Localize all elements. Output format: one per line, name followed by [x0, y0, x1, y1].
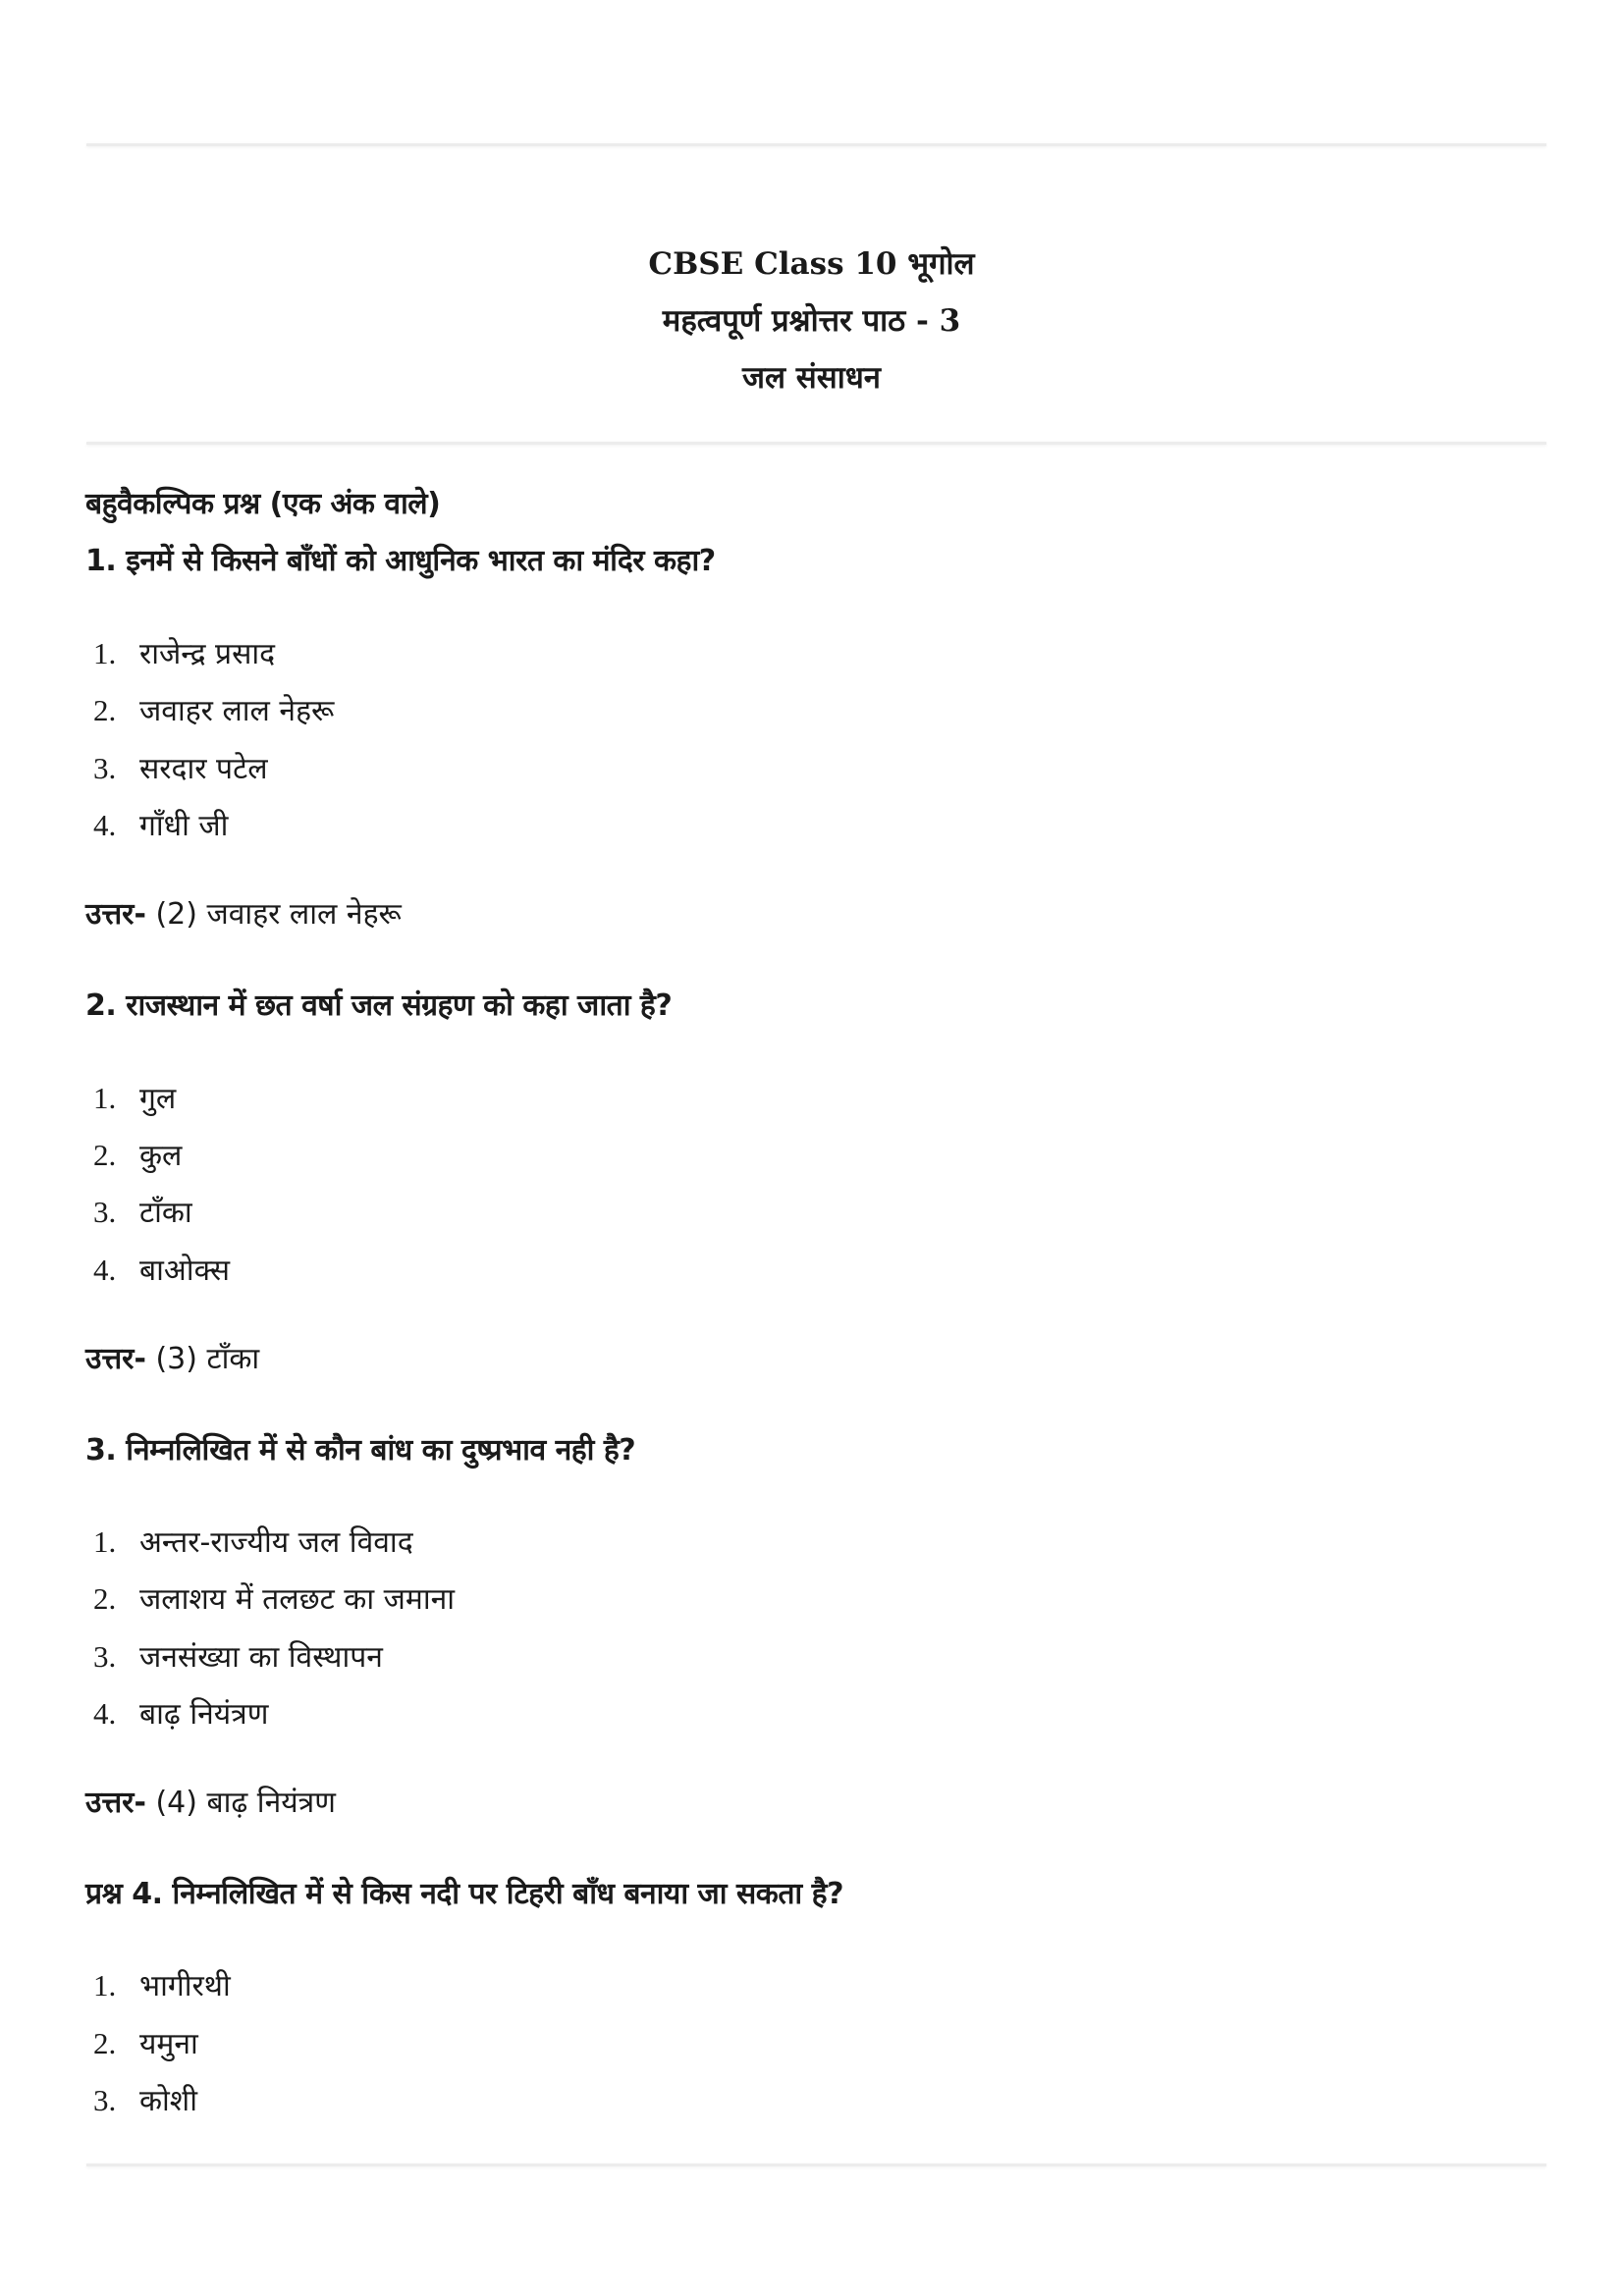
option-text: भागीरथी — [139, 1969, 231, 2003]
option-text: बाओक्स — [139, 1254, 231, 1288]
question-2: 2. राजस्थान में छत वर्षा जल संग्रहण को कहा जाता है? — [85, 988, 673, 1023]
header-divider — [86, 442, 1546, 445]
section-heading: बहुवैकल्पिक प्रश्न (एक अंक वाले) — [85, 487, 441, 521]
option-number: 1. — [93, 636, 117, 670]
option — [93, 810, 228, 841]
option-number: 4. — [93, 808, 117, 842]
option — [93, 1083, 176, 1114]
option-text: गाँधी जी — [139, 809, 229, 843]
top-divider — [86, 143, 1546, 146]
option-text: कुल — [139, 1139, 183, 1173]
option-text: गुल — [139, 1082, 177, 1116]
option — [93, 1583, 455, 1615]
option-text: बाढ़ नियंत्रण — [139, 1697, 269, 1732]
answer-text: (2) जवाहर लाल नेहरू — [155, 897, 402, 932]
answer-1 — [85, 897, 402, 932]
option — [93, 2085, 197, 2116]
option-text: अन्तर-राज्यीय जल विवाद — [139, 1525, 413, 1560]
option-text: कोशी — [139, 2084, 197, 2118]
option-number: 2. — [93, 2026, 117, 2060]
option — [93, 1140, 182, 1171]
option — [93, 1641, 383, 1673]
answer-label: उत्तर- — [85, 1786, 146, 1820]
question-1: 1. इनमें से किसने बाँधों को आधुनिक भारत का मंदिर कहा? — [85, 544, 716, 578]
option-text: जनसंख्या का विस्थापन — [139, 1640, 383, 1675]
option — [93, 695, 334, 726]
answer-2 — [85, 1342, 260, 1376]
option-number: 2. — [93, 1138, 117, 1172]
document-title: CBSE Class 10 भूगोल — [648, 246, 975, 282]
answer-text: (4) बाढ़ नियंत्रण — [155, 1786, 336, 1820]
answer-text: (3) टाँका — [155, 1342, 260, 1376]
option-number: 4. — [93, 1696, 117, 1731]
option-number: 1. — [93, 1081, 117, 1115]
answer-label: उत्तर- — [85, 1342, 146, 1376]
option-text: सरदार पटेल — [139, 752, 268, 786]
option-number: 2. — [93, 693, 117, 727]
option-number: 3. — [93, 1195, 117, 1229]
option — [93, 638, 275, 669]
option-number: 1. — [93, 1524, 117, 1559]
option-number: 3. — [93, 751, 117, 785]
option-number: 3. — [93, 1639, 117, 1674]
document-subtitle: महत्वपूर्ण प्रश्नोत्तर पाठ - 3 — [662, 303, 961, 339]
answer-label: उत्तर- — [85, 897, 146, 932]
option — [93, 2028, 198, 2059]
option-number: 2. — [93, 1581, 117, 1616]
option — [93, 1526, 413, 1558]
option-number: 1. — [93, 1968, 117, 2002]
option — [93, 1970, 231, 2002]
option — [93, 1698, 268, 1730]
bottom-divider — [86, 2163, 1546, 2166]
option-number: 3. — [93, 2083, 117, 2117]
option-text: टाँका — [139, 1196, 192, 1230]
option-text: यमुना — [139, 2027, 198, 2061]
option-text: जलाशय में तलछट का जमाना — [139, 1582, 456, 1617]
chapter-title: जल संसाधन — [741, 360, 882, 396]
option-number: 4. — [93, 1253, 117, 1287]
answer-3 — [85, 1786, 336, 1820]
option — [93, 1197, 192, 1228]
question-4: प्रश्न 4. निम्नलिखित में से किस नदी पर टिहरी बाँध बनाया जा सकता है? — [85, 1877, 843, 1911]
option-text: जवाहर लाल नेहरू — [139, 694, 335, 728]
question-3: 3. निम्नलिखित में से कौन बांध का दुष्प्रभाव नही है? — [85, 1433, 636, 1468]
option-text: राजेन्द्र प्रसाद — [139, 637, 276, 671]
option — [93, 753, 268, 784]
option — [93, 1255, 230, 1286]
